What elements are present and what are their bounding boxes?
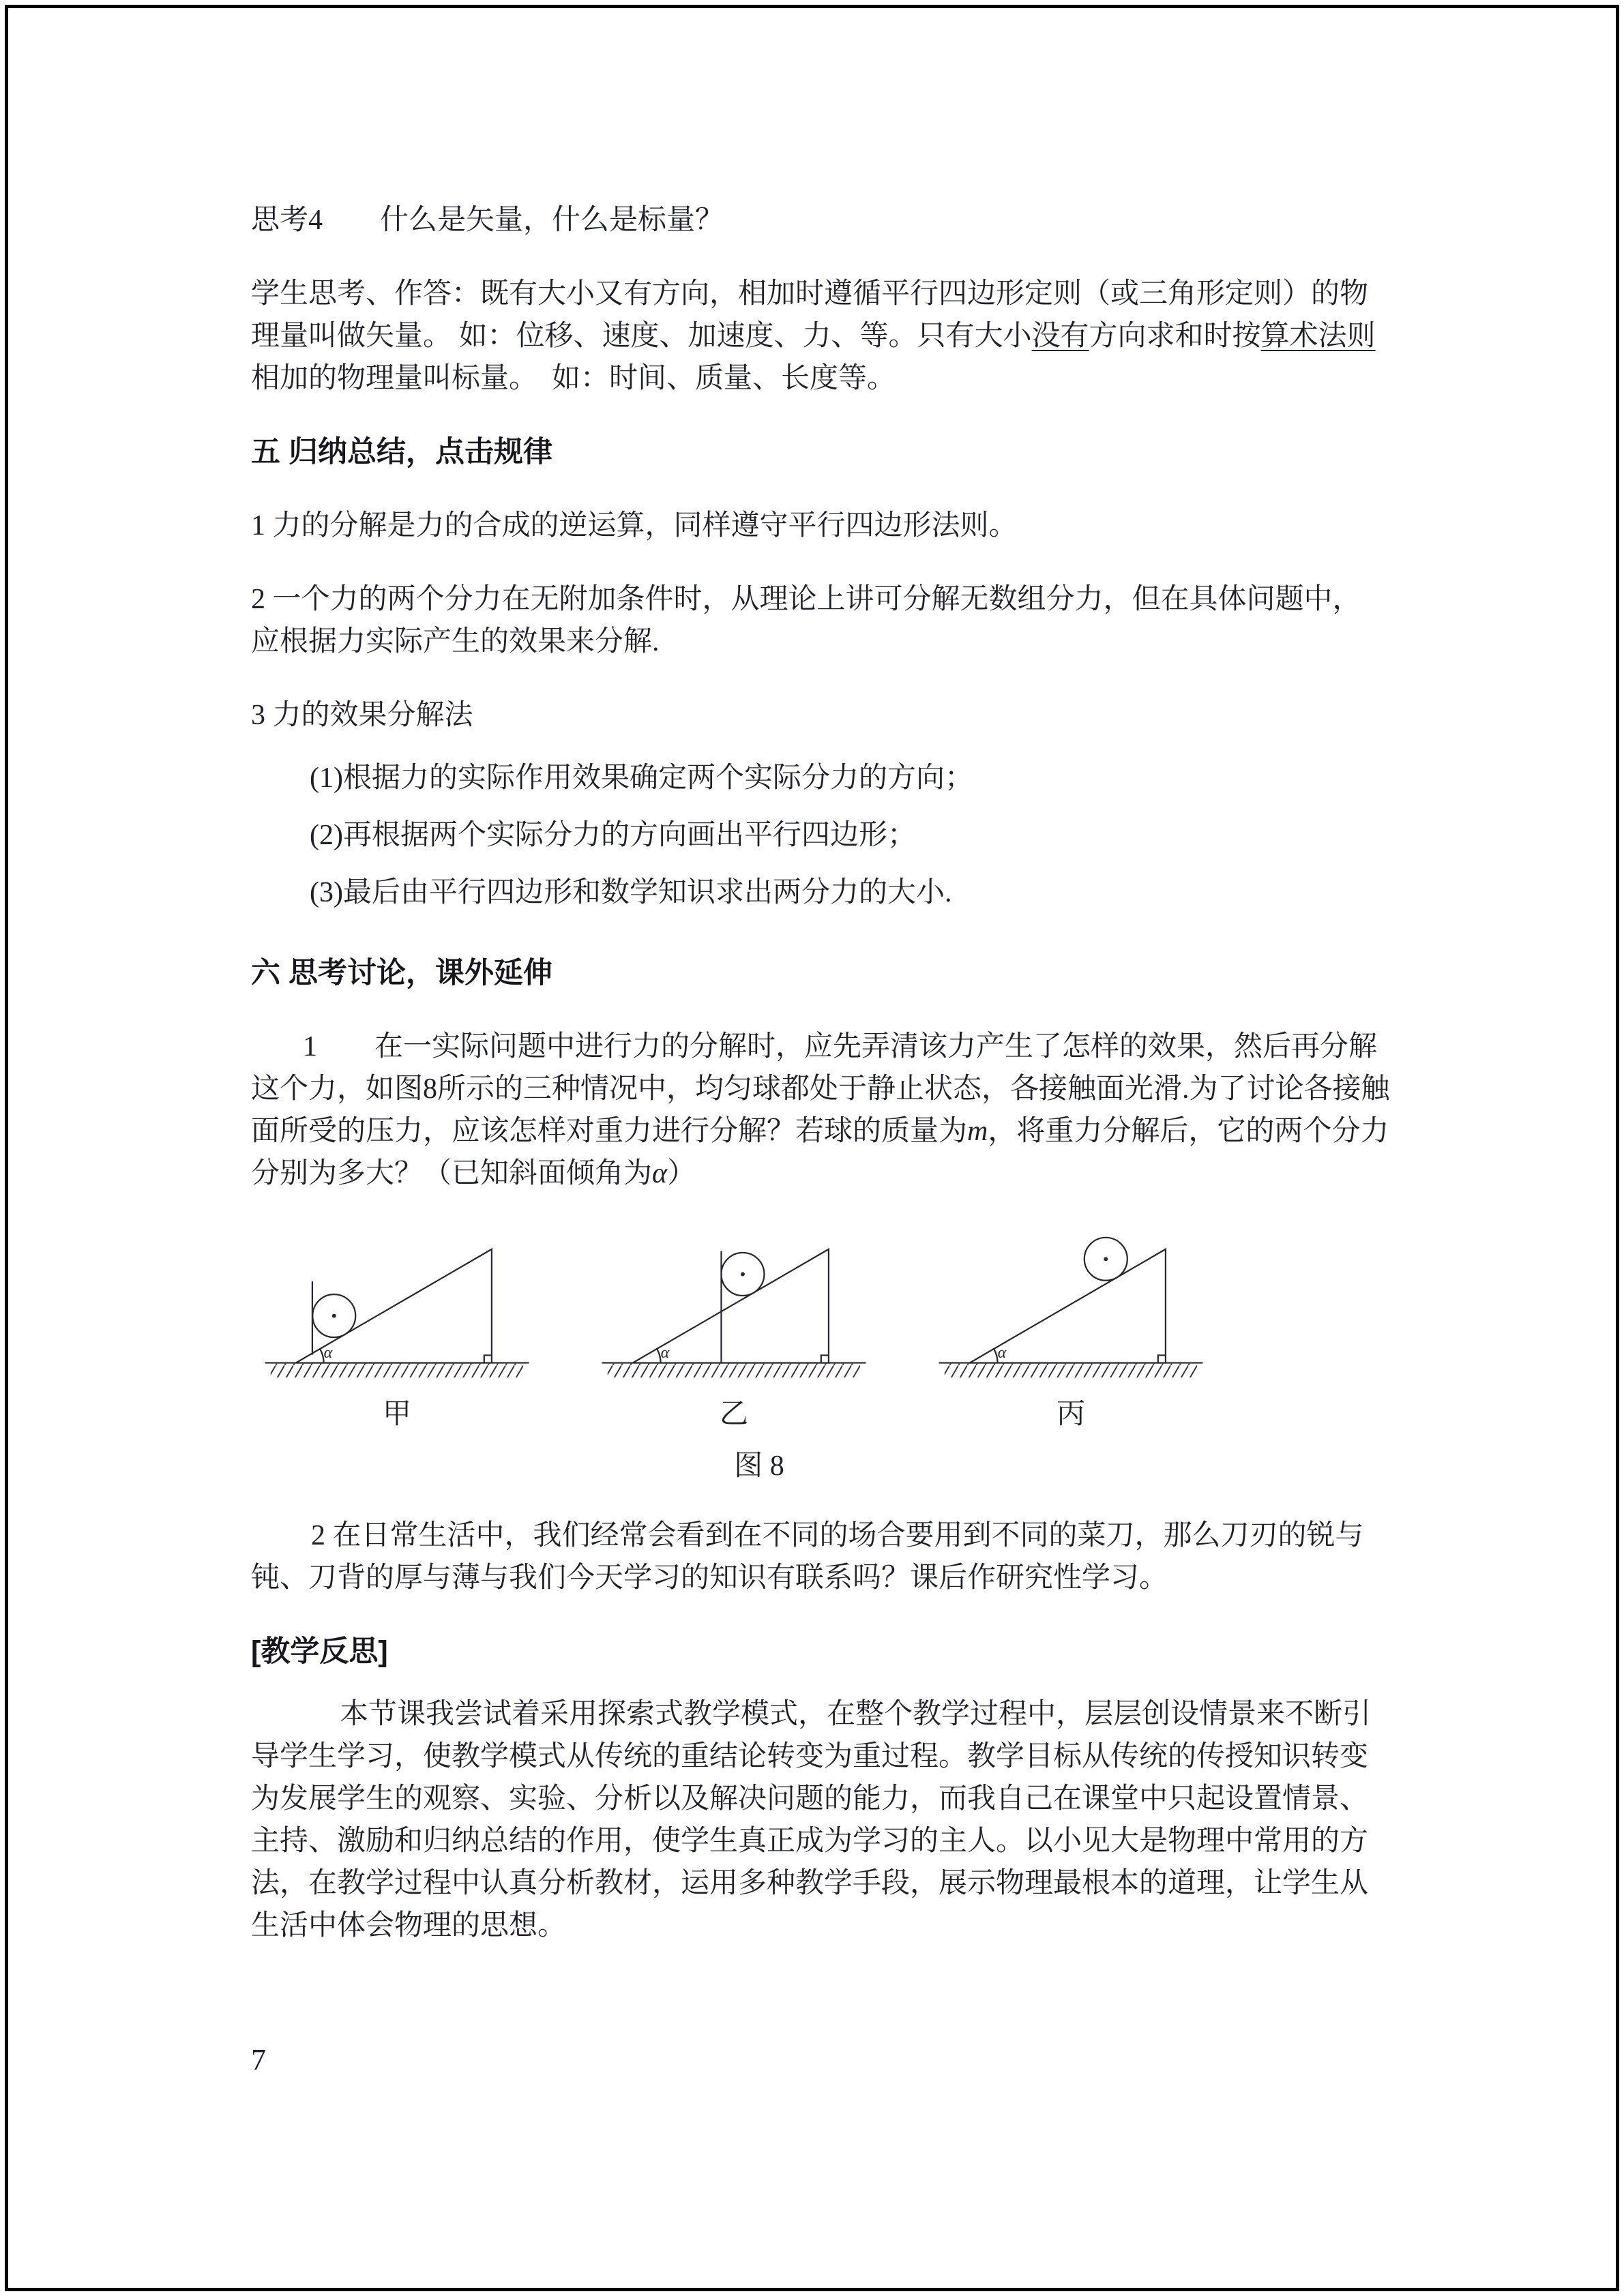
text-segment: 方向求和时按 (1089, 320, 1261, 352)
math-variable-alpha: α (652, 1158, 668, 1189)
ground-hatching (945, 1364, 1197, 1377)
method-step-2: (2)再根据两个实际分力的方向画出平行四边形； (310, 820, 916, 851)
discussion-question-2: 2 在日常生活中，我们经常会看到在不同的场合要用到不同的菜刀，那么刀刃的锐与钝、刀背的厚与薄与我们今天学习的知识有联系吗？课后作研究性学习。 (251, 1520, 1364, 1594)
figure-label-bing: 丙 (1056, 1399, 1085, 1430)
underlined-text: 算术法则 (1260, 320, 1376, 352)
student-answer-paragraph (251, 273, 1394, 400)
discussion-question-1 (251, 1026, 1394, 1195)
ball-center-dot (1104, 1257, 1108, 1261)
text-segment: 在一实际问题中进行力的分解时，应先弄清该力产生了怎样的效果，然后再分解这个力，如图8所示的三种情况中，均匀球都处于静止状态，各接触面光滑.为了讨论各接触面所受的压力，应该怎样对重力进行分解？若球的质量为 (251, 1031, 1390, 1147)
ball-center-dot (332, 1314, 336, 1318)
figure-label-jia: 甲 (382, 1399, 411, 1430)
ball-center-dot (741, 1272, 745, 1277)
ball-on-incline-with-vertical-board-diagram (258, 1214, 536, 1393)
right-angle-marker (484, 1355, 492, 1362)
question-think4: 思考4 什么是矢量，什么是标量？ (251, 205, 724, 236)
incline-diagram-bing (932, 1214, 1210, 1435)
reflection-paragraph: 本节课我尝试着采用探索式教学模式，在整个教学过程中，层层创设情景来不断引导学生学习，使教学模式从传统的重结论转变为重过程。教学目标从传统的传授知识转变为发展学生的观察、实验、分析以及解决问题的能力，而我自己在课堂中只起设置情景、主持、激励和归纳总结的作用，使学生真正成为学习的主人。以小见大是物理中常用的方法，在教学过程中认真分析教材，运用多种教学手段，展示物理最根本的道理，让学生从生活中体会物理的思想。 (251, 1699, 1372, 1941)
text-segment: 相加的物理量叫标量。 如：时间、质量、长度等。 (251, 363, 896, 394)
text-segment: ） (667, 1158, 696, 1189)
summary-item-3: 3 力的效果分解法 (251, 700, 473, 731)
ball-between-wall-and-incline-diagram (595, 1214, 873, 1393)
reflection-heading: [教学反思] (251, 1635, 388, 1668)
page-content (251, 199, 1394, 1947)
section6-heading: 六 思考讨论，课外延伸 (251, 957, 552, 989)
right-angle-marker (1158, 1355, 1166, 1362)
item-number: 1 (303, 1031, 317, 1062)
page-number: 7 (251, 2043, 266, 2076)
ground-hatching (608, 1364, 860, 1377)
summary-item-2 (251, 578, 1394, 663)
incline-diagram-yi (595, 1214, 873, 1435)
summary-item-1: 1 力的分解是力的合成的逆运算，同样遵守平行四边形法则。 (251, 510, 1018, 541)
incline-diagram-jia (258, 1214, 536, 1435)
angle-alpha-label: α (660, 1344, 670, 1362)
ball-on-incline-top-diagram (932, 1214, 1210, 1393)
text-line: 2 一个力的两个分力在无附加条件时，从理论上讲可分解无数组分力，但在具体问题中， (251, 584, 1361, 615)
text-line: 应根据力实际产生的效果来分解. (251, 626, 660, 657)
figure-8 (258, 1214, 1394, 1435)
method-step-3: (3)最后由平行四边形和数学知识求出两分力的大小. (310, 877, 952, 908)
angle-alpha-label: α (997, 1344, 1007, 1362)
angle-alpha-label: α (323, 1344, 333, 1362)
underlined-text: 没有 (1031, 320, 1089, 352)
text-segment: 学生思考、作答：既有大小又有方向，相加时遵循平行四边形定则（或三角形定则）的物理量叫做矢量。 如：位移、速度、加速度、力、等。只有大小 (251, 278, 1369, 352)
math-variable-m: m (967, 1116, 988, 1147)
figure-label-yi: 乙 (719, 1399, 748, 1430)
ground-hatching (271, 1364, 523, 1377)
method-step-1: (1)根据力的实际作用效果确定两个实际分力的方向； (310, 762, 973, 794)
section5-heading: 五 归纳总结，点击规律 (251, 436, 552, 468)
right-angle-marker (821, 1355, 829, 1362)
text-segment: ，将重力分解后，它的两个分力分别为多大？（已知斜面倾角为 (251, 1116, 1389, 1189)
figure-caption: 图 8 (734, 1450, 784, 1482)
